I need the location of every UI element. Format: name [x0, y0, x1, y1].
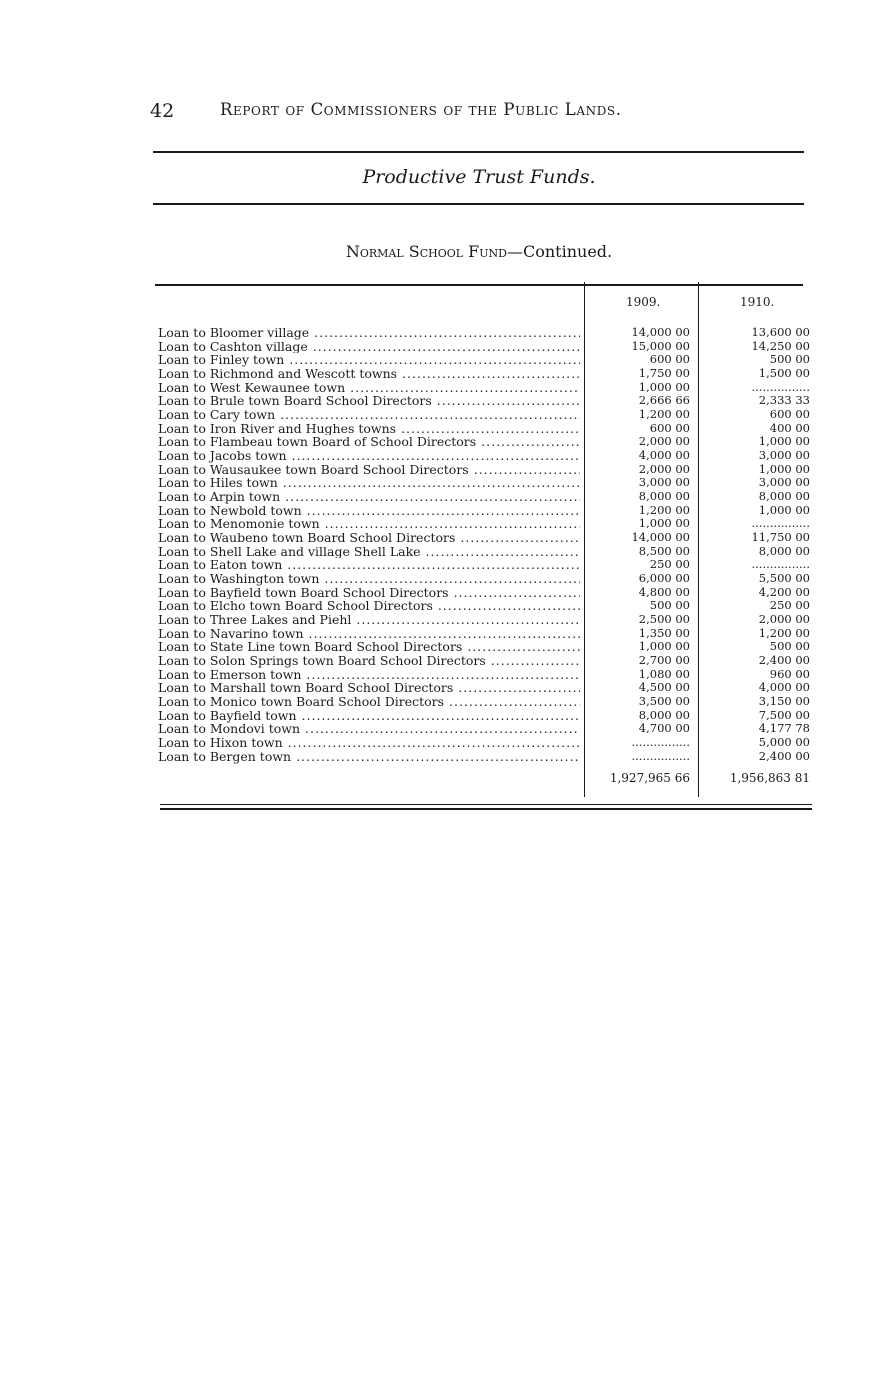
row-value-1909: 6,000 00	[638, 571, 690, 586]
row-label: Loan to Solon Springs town Board School Directors .....	[158, 654, 580, 668]
fund-suffix: —Continued.	[506, 242, 613, 261]
row-value-1910: 8,000 00	[758, 489, 810, 504]
table-row	[158, 476, 812, 490]
row-value-1910: 5,000 00	[758, 735, 810, 750]
row-value-1910: 250 00	[769, 598, 810, 613]
row-label: Loan to Jacobs town .....	[158, 449, 580, 463]
table-top-rule	[155, 284, 803, 286]
row-value-1909: 1,750 00	[638, 366, 690, 381]
row-value-1910: 14,250 00	[751, 338, 810, 353]
row-value-1909: 4,700 00	[638, 721, 690, 736]
row-value-1909: 2,000 00	[638, 461, 690, 476]
table-row	[158, 531, 812, 545]
fund-heading	[155, 242, 803, 261]
table-row	[158, 750, 812, 764]
row-value-1909: 1,200 00	[638, 502, 690, 517]
row-value-1909: 2,500 00	[638, 612, 690, 627]
row-value-1909: 8,000 00	[638, 707, 690, 722]
total-1909: 1,927,965 66	[609, 771, 690, 785]
row-value-1910: ................	[751, 379, 810, 394]
bottom-rule-2	[160, 808, 812, 810]
row-value-1910: 2,400 00	[758, 748, 810, 763]
row-value-1909: 2,700 00	[638, 653, 690, 668]
row-label: Loan to Marshall town Board School Directors .....	[158, 681, 580, 695]
row-label: Loan to Hixon town .....	[158, 736, 580, 750]
row-value-1909: 8,000 00	[638, 489, 690, 504]
row-value-1909: 3,500 00	[638, 694, 690, 709]
row-label: Loan to Washington town .....	[158, 572, 580, 586]
loan-rows	[158, 326, 812, 764]
table-row	[158, 545, 812, 559]
row-label: Loan to Menomonie town .....	[158, 517, 580, 531]
row-label: Loan to Eaton town .....	[158, 558, 580, 572]
row-value-1909: 1,000 00	[638, 379, 690, 394]
table-row	[158, 517, 812, 531]
row-value-1910: 2,333 33	[758, 393, 810, 408]
row-label: Loan to Bloomer village .....	[158, 326, 580, 340]
row-label: Loan to Arpin town .....	[158, 490, 580, 504]
row-value-1910: 1,000 00	[758, 434, 810, 449]
row-value-1909: 4,000 00	[638, 448, 690, 463]
row-value-1909: 3,000 00	[638, 475, 690, 490]
table-row	[158, 627, 812, 641]
table-row	[158, 490, 812, 504]
row-value-1910: 13,600 00	[751, 325, 810, 339]
row-value-1909: 8,500 00	[638, 543, 690, 558]
row-value-1909: 2,666 66	[638, 393, 690, 408]
col-head-1910: 1910.	[740, 295, 775, 309]
row-value-1909: ................	[631, 735, 690, 750]
table-row	[158, 422, 812, 436]
row-value-1910: 500 00	[769, 352, 810, 367]
row-label: Loan to Bergen town .....	[158, 750, 580, 764]
table-row	[158, 599, 812, 613]
row-label: Loan to Shell Lake and village Shell Lake .....	[158, 545, 580, 559]
row-value-1909: 1,350 00	[638, 625, 690, 640]
row-value-1910: 960 00	[769, 666, 810, 681]
section-rule	[153, 203, 804, 205]
row-value-1909: 1,080 00	[638, 666, 690, 681]
total-1910: 1,956,863 81	[729, 771, 810, 785]
top-rule	[153, 151, 804, 153]
row-value-1910: 4,200 00	[758, 584, 810, 599]
row-value-1909: 4,800 00	[638, 584, 690, 599]
row-label: Loan to Monico town Board School Directors .....	[158, 695, 580, 709]
row-label: Loan to Iron River and Hughes towns .....	[158, 422, 580, 436]
table-row	[158, 668, 812, 682]
row-value-1910: 500 00	[769, 639, 810, 654]
table-row	[158, 681, 812, 695]
bottom-rule-1	[160, 804, 812, 805]
row-value-1910: 4,177 78	[758, 721, 810, 736]
row-value-1910: 1,500 00	[758, 366, 810, 381]
row-label: Loan to Emerson town .....	[158, 668, 580, 682]
row-label: Loan to Three Lakes and Piehl .....	[158, 613, 580, 627]
row-value-1910: ................	[751, 516, 810, 531]
table-row	[158, 613, 812, 627]
table-row	[158, 654, 812, 668]
row-value-1910: 3,000 00	[758, 448, 810, 463]
row-value-1910: 4,000 00	[758, 680, 810, 695]
table-row	[158, 640, 812, 654]
row-value-1909: 14,000 00	[631, 325, 690, 339]
table-row	[158, 736, 812, 750]
row-value-1910: 1,000 00	[758, 461, 810, 476]
row-value-1909: 600 00	[649, 420, 690, 435]
table-row	[158, 394, 812, 408]
row-label: Loan to State Line town Board School Directors .....	[158, 640, 580, 654]
row-value-1910: 400 00	[769, 420, 810, 435]
row-label: Loan to Cashton village .....	[158, 340, 580, 354]
row-value-1910: 7,500 00	[758, 707, 810, 722]
row-label: Loan to Hiles town .....	[158, 476, 580, 490]
table-row	[158, 572, 812, 586]
table-row	[158, 340, 812, 354]
row-label: Loan to Wausaukee town Board School Directors .....	[158, 463, 580, 477]
row-label: Loan to Navarino town .....	[158, 627, 580, 641]
table-row	[158, 408, 812, 422]
row-label: Loan to Waubeno town Board School Directors .....	[158, 531, 580, 545]
row-value-1910: 3,150 00	[758, 694, 810, 709]
row-value-1910: 3,000 00	[758, 475, 810, 490]
row-value-1910: 8,000 00	[758, 543, 810, 558]
row-label: Loan to Newbold town .....	[158, 504, 580, 518]
table-row	[158, 695, 812, 709]
row-label: Loan to Elcho town Board School Directors .....	[158, 599, 580, 613]
row-value-1909: 1,000 00	[638, 516, 690, 531]
row-label: Loan to Finley town .....	[158, 353, 580, 367]
page-number: 42	[150, 100, 175, 122]
table-row	[158, 449, 812, 463]
row-label: Loan to West Kewaunee town .....	[158, 381, 580, 395]
section-title: Productive Trust Funds.	[362, 166, 596, 188]
row-label: Loan to Brule town Board School Directors .....	[158, 394, 580, 408]
row-value-1909: 4,500 00	[638, 680, 690, 695]
row-label: Loan to Cary town .....	[158, 408, 580, 422]
row-value-1910: 1,000 00	[758, 502, 810, 517]
table-row	[158, 381, 812, 395]
row-value-1909: 250 00	[649, 557, 690, 572]
row-value-1909: 1,000 00	[638, 639, 690, 654]
col-head-1909: 1909.	[626, 295, 661, 309]
table-row	[158, 504, 812, 518]
row-value-1910: 11,750 00	[751, 530, 810, 545]
row-value-1910: ................	[751, 557, 810, 572]
row-value-1909: 14,000 00	[631, 530, 690, 545]
table-row	[158, 722, 812, 736]
fund-name: Normal School Fund	[345, 242, 507, 261]
table-row	[158, 709, 812, 723]
row-label: Loan to Mondovi town .....	[158, 722, 580, 736]
row-value-1910: 2,000 00	[758, 612, 810, 627]
table-row	[158, 435, 812, 449]
row-value-1910: 2,400 00	[758, 653, 810, 668]
row-value-1909: 600 00	[649, 352, 690, 367]
row-label: Loan to Flambeau town Board of School Directors .....	[158, 435, 580, 449]
table-row	[158, 326, 812, 340]
row-value-1910: 1,200 00	[758, 625, 810, 640]
table-row	[158, 558, 812, 572]
row-value-1909: 1,200 00	[638, 407, 690, 422]
row-label: Loan to Bayfield town Board School Directors .....	[158, 586, 580, 600]
row-value-1910: 600 00	[769, 407, 810, 422]
table-row	[158, 353, 812, 367]
row-value-1909: 2,000 00	[638, 434, 690, 449]
running-title: Report of Commissioners of the Public Lands.	[220, 100, 622, 119]
table-row	[158, 463, 812, 477]
row-label: Loan to Richmond and Wescott towns .....	[158, 367, 580, 381]
row-value-1909: 500 00	[649, 598, 690, 613]
table-row	[158, 586, 812, 600]
table-row	[158, 367, 812, 381]
row-value-1909: ................	[631, 748, 690, 763]
row-value-1909: 15,000 00	[631, 338, 690, 353]
row-value-1910: 5,500 00	[758, 571, 810, 586]
row-label: Loan to Bayfield town .....	[158, 709, 580, 723]
